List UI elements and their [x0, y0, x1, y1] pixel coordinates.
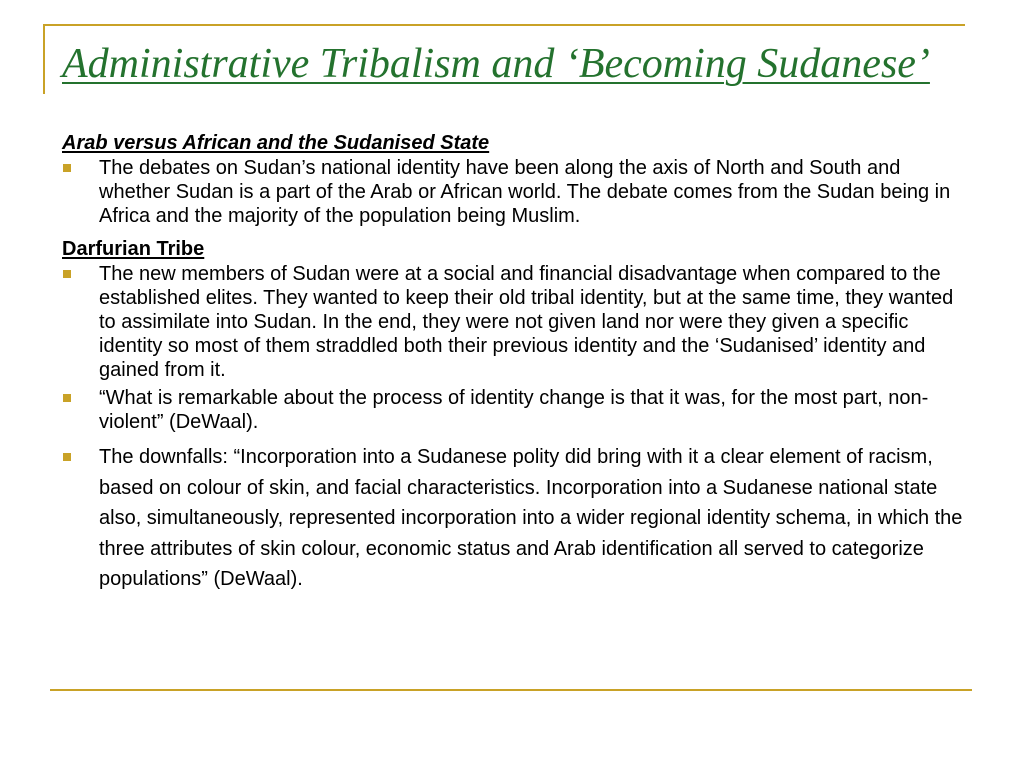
- frame-rule-bottom: [50, 689, 972, 691]
- bullet-text: The new members of Sudan were at a social and financial disadvantage when compared to the established elites. They wanted to keep their old tribal identity, but at the same time, they wanted to assimilate into Sudan. In the end, they were not given land nor were they given a specific identity so most of them straddled both their previous identity and the ‘Sudanised’ identity and gained from it.: [99, 263, 954, 381]
- section-heading-darfurian-tribe: Darfurian Tribe: [62, 238, 205, 260]
- bullet-text: “What is remarkable about the process of identity change is that it was, for the most part, non-violent” (DeWaal).: [99, 387, 929, 433]
- slide-body: [62, 130, 972, 595]
- square-bullet-icon: [63, 270, 71, 278]
- bullet-text: The debates on Sudan’s national identity have been along the axis of North and South and whether Sudan is a part of the Arab or African world. The debate comes from the Sudan being in Africa and the majority of the population being Muslim.: [99, 157, 951, 227]
- bullet-item: [62, 262, 972, 382]
- square-bullet-icon: [63, 394, 71, 402]
- frame-rule-top: [43, 24, 965, 26]
- bullet-list-darfurian-tribe: [62, 262, 972, 595]
- bullet-text: The downfalls: “Incorporation into a Sudanese polity did bring with it a clear element of racism, based on colour of skin, and facial characteristics. Incorporation into a Sudanese national state also, simultaneously, represented incorporation into a wider regional identity schema, in which the three attributes of skin colour, economic status and Arab identification all served to categorize populations” (DeWaal).: [99, 446, 963, 590]
- square-bullet-icon: [63, 164, 71, 172]
- bullet-item: [62, 442, 972, 595]
- slide-title: Administrative Tribalism and ‘Becoming Sudanese’: [62, 41, 930, 87]
- section-heading-arab-vs-african: Arab versus African and the Sudanised State: [62, 132, 490, 154]
- bullet-item: [62, 386, 972, 434]
- frame-rule-left: [43, 24, 45, 94]
- bullet-list-arab-vs-african: [62, 156, 972, 228]
- bullet-item: [62, 156, 972, 228]
- square-bullet-icon: [63, 453, 71, 461]
